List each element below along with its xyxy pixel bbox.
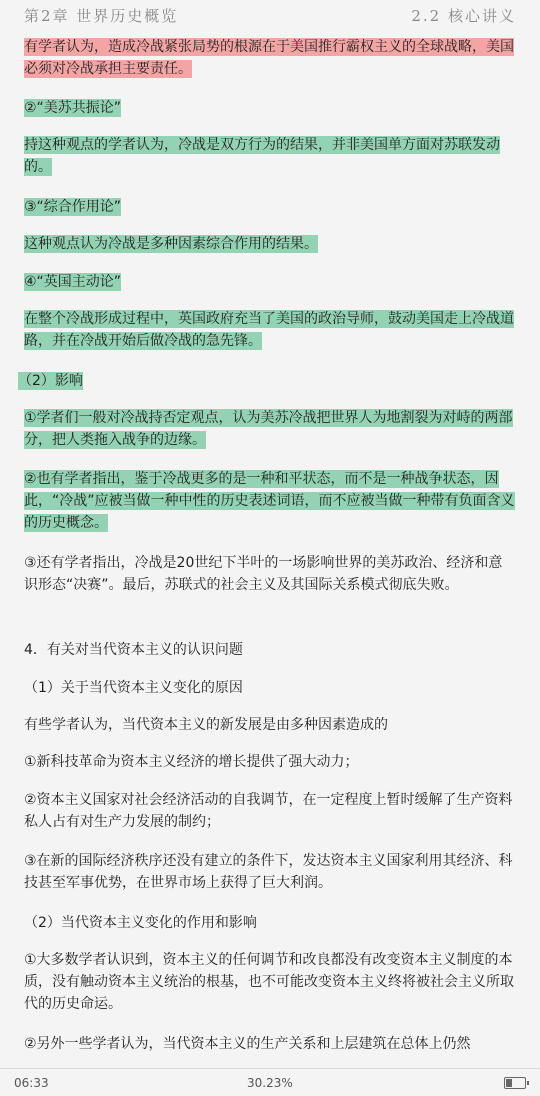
reader-header <box>0 0 540 30</box>
battery-icon <box>504 1077 526 1089</box>
status-bar <box>0 1068 540 1096</box>
paragraph[interactable] <box>24 233 516 255</box>
clock: 06:33 <box>14 1076 49 1090</box>
highlight-green[interactable]: 这种观点认为冷战是多种因素综合作用的结果。 <box>24 236 318 252</box>
paragraph[interactable] <box>24 36 516 80</box>
paragraph[interactable]: ②资本主义国家对社会经济活动的自我调节，在一定程度上暂时缓解了生产资料私人占有对生产力发展的制约； <box>24 792 513 830</box>
paragraph[interactable] <box>24 407 516 451</box>
paragraph[interactable] <box>18 370 510 392</box>
reading-area[interactable] <box>0 30 540 1068</box>
paragraph[interactable] <box>24 134 516 178</box>
reading-progress: 30.23% <box>247 1076 293 1090</box>
subsection-heading[interactable]: （2）当代资本主义变化的作用和影响 <box>24 915 257 931</box>
paragraph[interactable] <box>24 97 516 119</box>
section-heading[interactable]: 4．有关对当代资本主义的认识问题 <box>24 642 243 658</box>
highlight-green[interactable]: ②“美苏共振论” <box>24 100 122 116</box>
highlight-green[interactable]: 持这种观点的学者认为，冷战是双方行为的结果，并非美国单方面对苏联发动的。 <box>24 137 500 175</box>
highlight-green[interactable]: 在整个冷战形成过程中，英国政府充当了美国的政治导师，鼓动美国走上冷战道路，并在冷战开始后做冷战的急先锋。 <box>24 311 514 349</box>
paragraph[interactable] <box>24 468 516 534</box>
paragraph[interactable] <box>24 196 516 218</box>
paragraph[interactable]: ③还有学者指出，冷战是20世纪下半叶的一场影响世界的美苏政治、经济和意识形态“决赛”。最后，苏联式的社会主义及其国际关系模式彻底失败。 <box>24 555 503 593</box>
subsection-heading[interactable]: （1）关于当代资本主义变化的原因 <box>24 680 243 696</box>
paragraph[interactable] <box>24 308 516 352</box>
highlight-green[interactable]: ②也有学者指出，鉴于冷战更多的是一种和平状态，而不是一种战争状态，因此，“冷战”应被当做一种中性的历史表述词语，而不应被当做一种带有负面含义的历史概念。 <box>24 471 515 531</box>
paragraph[interactable]: 有些学者认为，当代资本主义的新发展是由多种因素造成的 <box>24 717 388 733</box>
highlight-red[interactable]: 有学者认为，造成冷战紧张局势的根源在于美国推行霸权主义的全球战略，美国必须对冷战承担主要责任。 <box>24 39 514 77</box>
paragraph[interactable]: ②另外一些学者认为，当代资本主义的生产关系和上层建筑在总体上仍然 <box>24 1036 471 1052</box>
highlight-green[interactable]: （2）影响 <box>18 373 83 389</box>
highlight-green[interactable]: ③“综合作用论” <box>24 199 122 215</box>
highlight-green[interactable]: ①学者们一般对冷战持否定观点，认为美苏冷战把世界人为地割裂为对峙的两部分，把人类拖入战争的边缘。 <box>24 410 513 448</box>
section-title: 2.2 核心讲义 <box>411 7 516 25</box>
battery-fill <box>506 1079 512 1087</box>
chapter-title: 第2章 世界历史概览 <box>24 7 179 25</box>
paragraph[interactable] <box>24 271 516 293</box>
paragraph[interactable]: ①大多数学者认识到，资本主义的任何调节和改良都没有改变资本主义制度的本质，没有触动资本主义统治的根基，也不可能改变资本主义终将被社会主义所取代的历史命运。 <box>24 952 514 1012</box>
paragraph[interactable]: ①新科技革命为资本主义经济的增长提供了强大动力； <box>24 754 359 770</box>
highlight-green[interactable]: ④“英国主动论” <box>24 274 122 290</box>
paragraph[interactable]: ③在新的国际经济秩序还没有建立的条件下，发达资本主义国家利用其经济、科技甚至军事优势，在世界市场上获得了巨大利润。 <box>24 853 513 891</box>
